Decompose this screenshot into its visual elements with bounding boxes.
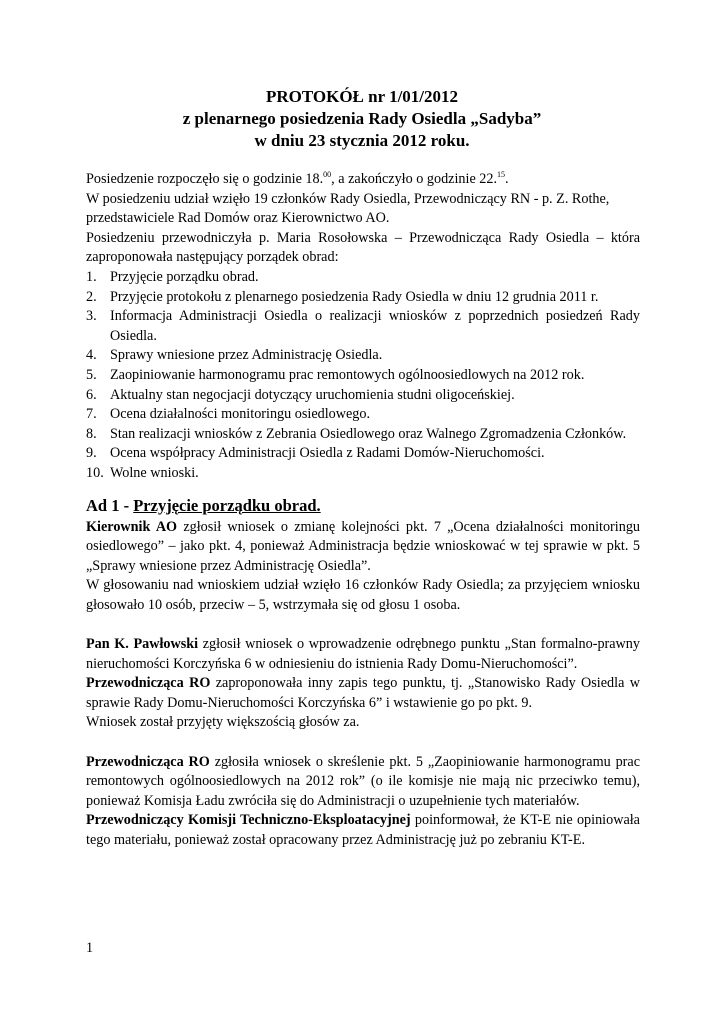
paragraph: Przewodnicząca RO zgłosiła wniosek o skreślenie pkt. 5 „Zaopiniowanie harmonogramu prac remontowych ogólnoosiedlowych na 2012 rok” (o ile komisje nie mają nic przeciwko temu), ponieważ Komisja Ładu zwróciła się do Administracji o uzupełnienie tych materiałów. [86,753,640,809]
paragraph: Wniosek został przyjęty większością głosów za. [86,714,360,731]
speaker-name: Kierownik AO [86,518,178,535]
chair-line: zaproponowała następujący porządek obrad: [86,249,339,266]
agenda-item: 6. Aktualny stan negocjacji dotyczący uruchomienia studni oligoceńskiej. [86,386,515,403]
speaker-name: Przewodnicząca RO [86,675,211,692]
agenda-item: 2. Przyjęcie protokołu z plenarnego posiedzenia Rady Osiedla w dniu 12 grudnia 2011 r. [86,288,599,305]
paragraph: W głosowaniu nad wnioskiem udział wzięło 16 członków Rady Osiedla; za przyjęciem wniosku głosowało 10 osób, przeciw – 5, wstrzymała się od głosu 1 osoba. [86,577,640,613]
speaker-name: Przewodniczący Komisji Techniczno-Eksploatacyjnej [86,812,411,829]
page-number: 1 [86,940,94,956]
agenda-item: 1. Przyjęcie porządku obrad. [86,268,259,285]
paragraph: Kierownik AO zgłosił wniosek o zmianę kolejności pkt. 7 „Ocena działalności monitoringu osiedlowego” – jako pkt. 4, ponieważ Administracja będzie wnioskować w tej sprawie w pkt. 5 „Sprawy wniesione przez Administrację Osiedla”. [86,518,641,574]
agenda-list [86,268,640,484]
participants-line: W posiedzeniu udział wzięło 19 członków Rady Osiedla, Przewodniczący RN - p. Z. Rothe, [86,190,610,207]
agenda-item: 4. Sprawy wniesione przez Administrację Osiedla. [86,347,383,364]
paragraph: Przewodniczący Komisji Techniczno-Eksploatacyjnej poinformował, że KT-E nie opiniowała tego materiału, ponieważ został opracowany przez Administrację już po zebraniu KT-E. [86,812,640,848]
section-heading: Ad 1 - Przyjęcie porządku obrad. [86,495,321,515]
agenda-item: 5. Zaopiniowanie harmonogramu prac remontowych ogólnoosiedlowych na 2012 rok. [86,366,585,383]
protocol-subtitle: z plenarnego posiedzenia Rady Osiedla „Sadyba” [182,109,542,128]
agenda-item: 7. Ocena działalności monitoringu osiedlowego. [86,406,371,423]
agenda-item: 10. Wolne wnioski. [86,464,199,481]
protocol-date: w dniu 23 stycznia 2012 roku. [254,131,470,150]
chair-line: Posiedzeniu przewodniczyła p. Maria Rosołowska – Przewodnicząca Rady Osiedla – która [86,229,640,246]
participants-line: przedstawiciele Rad Domów oraz Kierownictwo AO. [86,210,390,227]
paragraph: Przewodnicząca RO zaproponowała inny zapis tego punktu, tj. „Stanowisko Rady Osiedla w sprawie Rady Domu-Nieruchomości Korczyńska 6” i wstawienie go po pkt. 9. [86,675,640,711]
meeting-times: Posiedzenie rozpoczęło się o godzinie 18.00, a zakończyło o godzinie 22.15. [86,170,509,187]
agenda-item: 9. Ocena współpracy Administracji Osiedla z Radami Domów-Nieruchomości. [86,445,545,462]
agenda-item: 8. Stan realizacji wniosków z Zebrania Osiedlowego oraz Walnego Zgromadzenia Członków. [86,425,627,442]
paragraph: Pan K. Pawłowski zgłosił wniosek o wprowadzenie odrębnego punktu „Stan formalno-prawny nieruchomości Korczyńska 6 w odniesieniu do istnienia Rady Domu-Nieruchomości”. [86,636,640,672]
speaker-name: Przewodnicząca RO [86,753,210,770]
agenda-item: 3. Informacja Administracji Osiedla o realizacji wniosków z poprzednich posiedzeń Rady Osiedla. [86,308,640,344]
document-body [86,170,640,851]
protocol-title: PROTOKÓŁ nr 1/01/2012 [265,87,459,106]
speaker-name: Pan K. Pawłowski [86,636,199,653]
